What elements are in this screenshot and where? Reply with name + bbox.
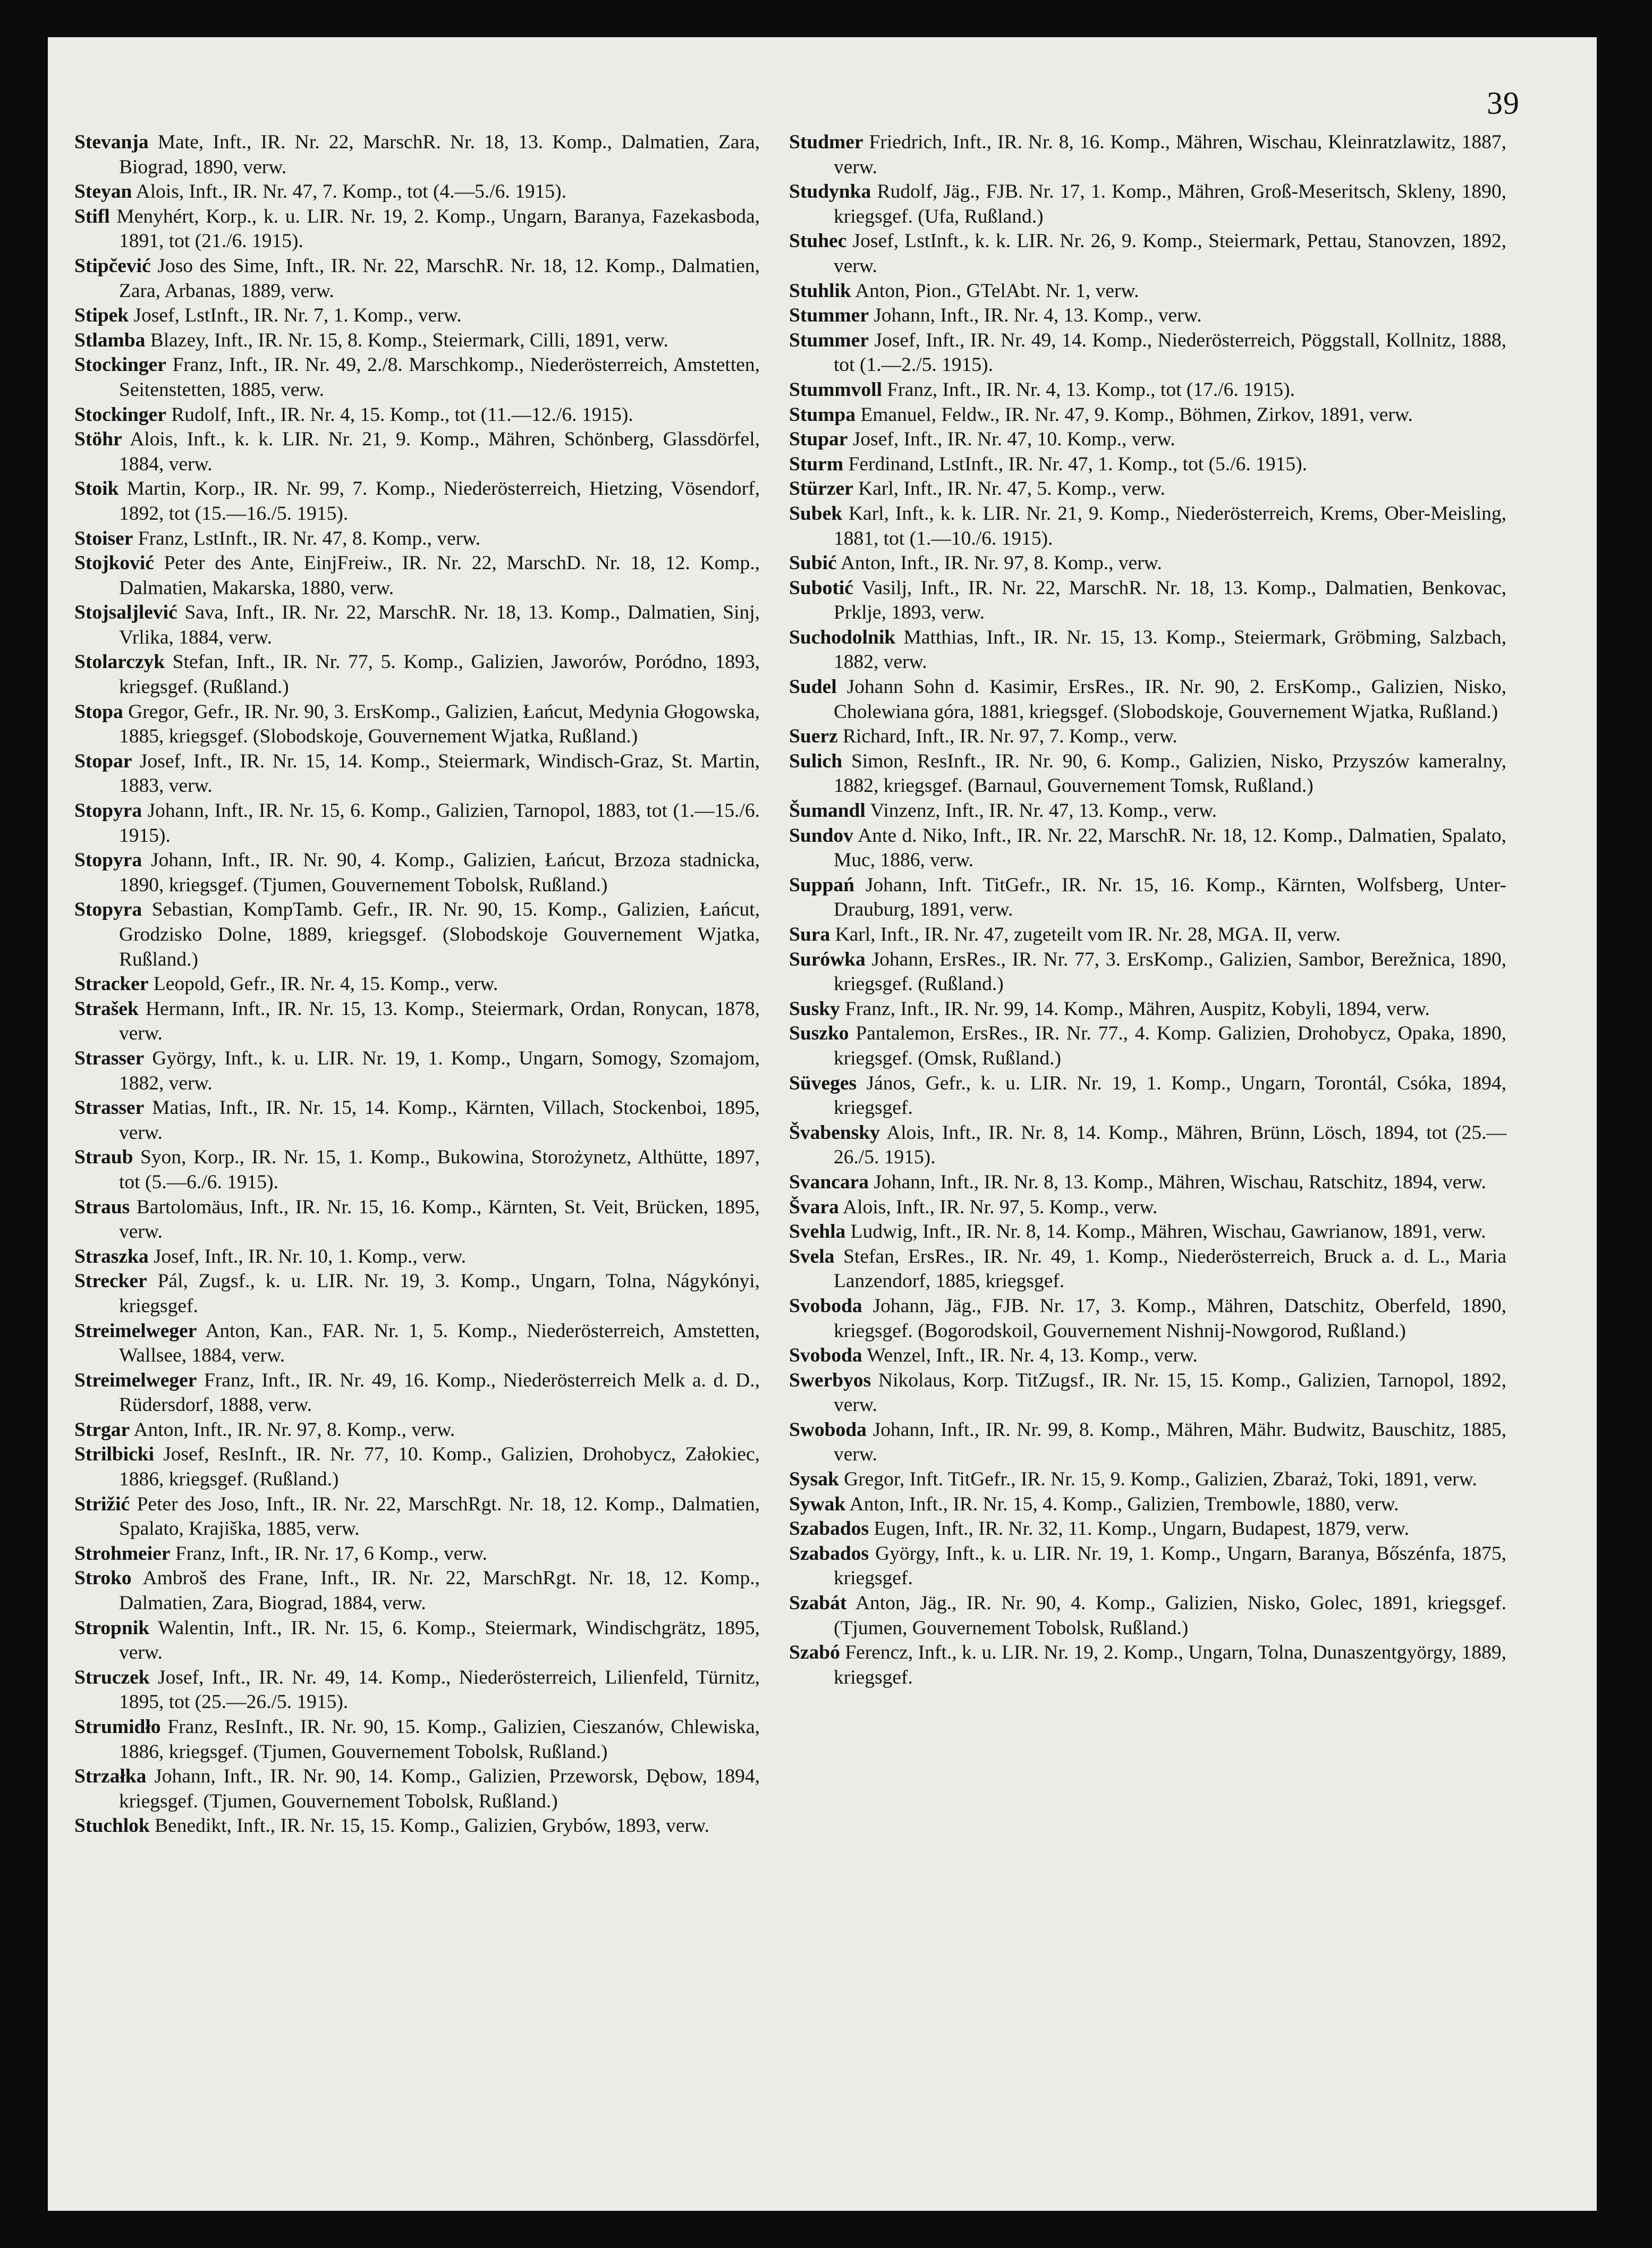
list-entry <box>789 576 1506 626</box>
entry-surname: Suszko <box>789 1022 849 1045</box>
list-entry <box>789 873 1506 923</box>
list-entry <box>74 303 760 328</box>
entry-details: Josef, Inft., IR. Nr. 49, 14. Komp., Niederösterreich, Pöggstall, Kollnitz, 1888, tot (1.—2./5. 1915). <box>834 329 1506 376</box>
entry-details: Franz, ResInft., IR. Nr. 90, 15. Komp., Galizien, Cieszanów, Chlewiska, 1886, kriegsgef. (Tjumen, Gouvernement Tobolsk, Rußland.) <box>119 1716 760 1763</box>
list-entry <box>789 279 1506 304</box>
entry-details: György, Inft., k. u. LIR. Nr. 19, 1. Komp., Ungarn, Somogy, Szomajom, 1882, verw. <box>119 1047 760 1094</box>
list-entry <box>789 626 1506 675</box>
list-entry <box>789 1591 1506 1641</box>
list-entry <box>789 403 1506 428</box>
list-entry <box>74 650 760 699</box>
entry-details: Franz, Inft., IR. Nr. 99, 14. Komp., Mähren, Auspitz, Kobyli, 1894, verw. <box>845 998 1430 1020</box>
entry-details: Johann, Jäg., FJB. Nr. 17, 3. Komp., Mähren, Datschitz, Oberfeld, 1890, kriegsgef. (Bogorodskoil, Gouvernement Nishnij-Nowgorod, Rußland.) <box>834 1295 1507 1342</box>
entry-details: Anton, Kan., FAR. Nr. 1, 5. Komp., Niederösterreich, Amstetten, Wallsee, 1884, verw. <box>119 1320 760 1367</box>
entry-details: Joso des Sime, Inft., IR. Nr. 22, MarschR. Nr. 18, 12. Komp., Dalmatien, Zara, Arbanas, 1889, verw. <box>119 255 760 302</box>
entry-details: Bartolomäus, Inft., IR. Nr. 15, 16. Komp., Kärnten, St. Veit, Brücken, 1895, verw. <box>119 1196 760 1243</box>
list-entry <box>789 1492 1506 1517</box>
list-entry <box>789 378 1506 403</box>
list-entry <box>789 303 1506 328</box>
entry-surname: Strecker <box>74 1270 147 1292</box>
entry-surname: Struczek <box>74 1666 150 1688</box>
right-column <box>789 130 1506 1690</box>
entry-surname: Sulich <box>789 750 843 772</box>
entry-details: Alois, Inft., IR. Nr. 8, 14. Komp., Mähren, Brünn, Lösch, 1894, tot (25.—26./5. 1915). <box>834 1121 1507 1169</box>
entry-details: Stefan, Inft., IR. Nr. 77, 5. Komp., Galizien, Jaworów, Poródno, 1893, kriegsgef. (Rußland.) <box>119 651 760 698</box>
list-entry <box>74 1666 760 1715</box>
entry-surname: Szabados <box>789 1542 869 1565</box>
list-entry <box>74 1616 760 1666</box>
list-entry <box>74 848 760 898</box>
entry-details: Eugen, Inft., IR. Nr. 32, 11. Komp., Ungarn, Budapest, 1879, verw. <box>874 1518 1409 1540</box>
entry-surname: Studmer <box>789 131 863 153</box>
list-entry <box>789 1294 1506 1343</box>
entry-surname: Sudel <box>789 676 837 698</box>
list-entry <box>789 1195 1506 1220</box>
entry-surname: Swoboda <box>789 1418 867 1441</box>
entry-details: Anton, Inft., IR. Nr. 97, 8. Komp., verw. <box>840 552 1162 574</box>
list-entry <box>789 1170 1506 1195</box>
entry-surname: Stummer <box>789 329 869 351</box>
entry-surname: Stummvoll <box>789 378 883 401</box>
entry-details: Sebastian, KompTamb. Gefr., IR. Nr. 90, 15. Komp., Galizien, Łańcut, Grodzisko Dolne, 1889, kriegsgef. (Slobodskoje Gouvernement Wjatka, Rußland.) <box>119 899 760 970</box>
entry-details: Johann, Inft., IR. Nr. 15, 6. Komp., Galizien, Tarnopol, 1883, tot (1.—15./6. 1915). <box>119 800 760 847</box>
list-entry <box>74 1715 760 1764</box>
entry-details: Franz, Inft., IR. Nr. 17, 6 Komp., verw. <box>175 1542 487 1565</box>
entry-surname: Stockinger <box>74 354 166 376</box>
entry-surname: Svehla <box>789 1221 846 1243</box>
entry-details: Karl, Inft., IR. Nr. 47, 5. Komp., verw. <box>858 478 1165 500</box>
entry-surname: Szabát <box>789 1592 847 1615</box>
entry-details: Josef, Inft., IR. Nr. 15, 14. Komp., Steiermark, Windisch-Graz, St. Martin, 1883, verw. <box>119 750 760 797</box>
list-entry <box>789 1542 1506 1591</box>
entry-details: Gregor, Inft. TitGefr., IR. Nr. 15, 9. Komp., Galizien, Zbaraż, Toki, 1891, verw. <box>844 1468 1477 1491</box>
page-number: 39 <box>1487 86 1520 121</box>
entry-surname: Strohmeier <box>74 1542 171 1565</box>
entry-surname: Subić <box>789 552 837 574</box>
entry-details: Peter des Ante, EinjFreiw., IR. Nr. 22, MarschD. Nr. 18, 12. Komp., Dalmatien, Makarska, 1880, verw. <box>119 552 760 599</box>
entry-details: Johann, Inft., IR. Nr. 99, 8. Komp., Mähren, Mähr. Budwitz, Bauschitz, 1885, verw. <box>834 1418 1506 1466</box>
entry-details: Franz, LstInft., IR. Nr. 47, 8. Komp., verw. <box>138 527 481 550</box>
entry-surname: Strumidło <box>74 1716 161 1738</box>
list-entry <box>74 799 760 848</box>
entry-details: Ferencz, Inft., k. u. LIR. Nr. 19, 2. Komp., Ungarn, Tolna, Dunaszentgyörgy, 1889, kriegsgef. <box>834 1642 1506 1688</box>
entry-details: Friedrich, Inft., IR. Nr. 8, 16. Komp., Mähren, Wischau, Kleinratzlawitz, 1887, verw. <box>834 131 1507 178</box>
list-entry <box>74 1566 760 1616</box>
entry-surname: Švara <box>789 1196 839 1218</box>
entry-details: Gregor, Gefr., IR. Nr. 90, 3. ErsKomp., Galizien, Łańcut, Medynia Głogowska, 1885, kriegsgef. (Slobodskoje, Gouvernement Wjatka, Rußland.) <box>119 700 760 748</box>
entry-surname: Stlamba <box>74 329 146 351</box>
list-entry <box>74 403 760 428</box>
entry-details: Josef, LstInft., k. k. LIR. Nr. 26, 9. Komp., Steiermark, Pettau, Stanovzen, 1892, verw. <box>834 230 1507 277</box>
entry-details: Pál, Zugsf., k. u. LIR. Nr. 19, 3. Komp., Ungarn, Tolna, Nágykónyi, kriegsgef. <box>119 1270 760 1317</box>
entry-details: Rudolf, Inft., IR. Nr. 4, 15. Komp., tot (11.—12./6. 1915). <box>171 403 633 426</box>
entry-surname: Stopyra <box>74 800 142 822</box>
list-entry <box>74 997 760 1046</box>
list-entry <box>74 205 760 254</box>
entry-details: Alois, Inft., IR. Nr. 47, 7. Komp., tot (4.—5./6. 1915). <box>135 181 567 203</box>
entry-details: Sava, Inft., IR. Nr. 22, MarschR. Nr. 18, 13. Komp., Dalmatien, Sinj, Vrlika, 1884, verw. <box>119 602 760 648</box>
list-entry <box>74 1096 760 1145</box>
entry-surname: Szabó <box>789 1642 840 1664</box>
entry-surname: Švabensky <box>789 1121 880 1144</box>
entry-surname: Steyan <box>74 181 132 203</box>
entry-surname: Stupar <box>789 428 848 451</box>
entry-details: Johann, ErsRes., IR. Nr. 77, 3. ErsKomp., Galizien, Sambor, Berežnica, 1890, kriegsgef. (Rußland.) <box>834 948 1507 995</box>
entry-surname: Stoiser <box>74 527 133 550</box>
list-entry <box>789 1467 1506 1492</box>
list-entry <box>789 799 1506 824</box>
entry-surname: Stojsaljlević <box>74 602 177 624</box>
entry-surname: Stuhec <box>789 230 847 252</box>
entry-details: Vinzenz, Inft., IR. Nr. 47, 13. Komp., verw. <box>870 800 1217 822</box>
list-entry <box>74 1764 760 1814</box>
entry-surname: Strilbicki <box>74 1443 155 1466</box>
entry-details: Anton, Inft., IR. Nr. 97, 8. Komp., verw. <box>133 1418 455 1441</box>
entry-surname: Stopar <box>74 750 132 772</box>
entry-surname: Stopa <box>74 700 123 723</box>
entry-details: Anton, Pion., GTelAbt. Nr. 1, verw. <box>855 280 1139 302</box>
entry-surname: Strasser <box>74 1097 145 1119</box>
list-entry <box>74 700 760 749</box>
entry-surname: Studynka <box>789 181 871 203</box>
entry-details: Nikolaus, Korp. TitZugsf., IR. Nr. 15, 15. Komp., Galizien, Tarnopol, 1892, verw. <box>834 1369 1506 1416</box>
list-entry <box>74 1368 760 1418</box>
entry-details: Karl, Inft., k. k. LIR. Nr. 21, 9. Komp., Niederösterreich, Krems, Ober-Meisling, 1881, tot (1.—10./6. 1915). <box>834 502 1507 550</box>
list-entry <box>789 824 1506 873</box>
entry-surname: Svancara <box>789 1171 869 1193</box>
entry-details: Johann, Inft., IR. Nr. 90, 4. Komp., Galizien, Łańcut, Brzoza stadnicka, 1890, kriegsgef. (Tjumen, Gouvernement Tobolsk, Rußland.) <box>119 849 760 896</box>
entry-surname: Suppań <box>789 874 855 896</box>
entry-details: Josef, ResInft., IR. Nr. 77, 10. Komp., Galizien, Drohobycz, Załokiec, 1886, kriegsgef. (Rußland.) <box>119 1443 760 1491</box>
list-entry <box>74 898 760 972</box>
entry-surname: Stolarczyk <box>74 651 165 673</box>
list-entry <box>789 997 1506 1022</box>
list-entry <box>789 1071 1506 1121</box>
entry-details: Ante d. Niko, Inft., IR. Nr. 22, MarschR. Nr. 18, 12. Komp., Dalmatien, Spalato, Muc, 1886, verw. <box>834 824 1506 872</box>
entry-details: Stefan, ErsRes., IR. Nr. 49, 1. Komp., Niederösterreich, Bruck a. d. L., Maria Lanzendorf, 1885, kriegsgef. <box>834 1245 1506 1292</box>
entry-surname: Suerz <box>789 725 838 748</box>
list-entry <box>789 1220 1506 1245</box>
list-entry <box>789 477 1506 502</box>
entry-surname: Swerbyos <box>789 1369 871 1391</box>
entry-surname: Stumpa <box>789 403 856 426</box>
entry-details: Josef, Inft., IR. Nr. 47, 10. Komp., verw. <box>852 428 1175 451</box>
entry-surname: Strižić <box>74 1493 130 1515</box>
entry-surname: Stoik <box>74 478 119 500</box>
entry-details: Ferdinand, LstInft., IR. Nr. 47, 1. Komp., tot (5./6. 1915). <box>848 453 1307 475</box>
entry-surname: Süveges <box>789 1072 857 1094</box>
entry-details: Richard, Inft., IR. Nr. 97, 7. Komp., verw. <box>843 725 1177 748</box>
list-entry <box>74 1245 760 1270</box>
entry-surname: Stuhlik <box>789 280 851 302</box>
list-entry <box>74 1814 760 1839</box>
list-entry <box>789 749 1506 799</box>
entry-details: Josef, Inft., IR. Nr. 49, 14. Komp., Niederösterreich, Lilienfeld, Türnitz, 1895, tot (25.—26./5. 1915). <box>119 1666 760 1713</box>
entry-details: Blazey, Inft., IR. Nr. 15, 8. Komp., Steiermark, Cilli, 1891, verw. <box>150 329 668 351</box>
entry-details: Simon, ResInft., IR. Nr. 90, 6. Komp., Galizien, Nisko, Przyszów kameralny, 1882, kriegsgef. (Barnaul, Gouvernement Tomsk, Rußland.) <box>834 750 1506 797</box>
list-entry <box>789 724 1506 749</box>
entry-surname: Sundov <box>789 824 853 847</box>
entry-details: Syon, Korp., IR. Nr. 15, 1. Komp., Bukowina, Storożynetz, Althütte, 1897, tot (5.—6./6. 1915). <box>119 1146 760 1193</box>
entry-details: Johann, Inft. TitGefr., IR. Nr. 15, 16. Komp., Kärnten, Wolfsberg, Unter-Drauburg, 1891, verw. <box>834 874 1506 921</box>
list-entry <box>789 1418 1506 1467</box>
list-entry <box>74 972 760 997</box>
entry-surname: Stipčević <box>74 255 151 277</box>
entry-surname: Stevanja <box>74 131 149 153</box>
entry-details: Karl, Inft., IR. Nr. 47, zugeteilt vom IR. Nr. 28, MGA. II, verw. <box>835 924 1341 945</box>
list-entry <box>789 551 1506 576</box>
entry-details: Franz, Inft., IR. Nr. 4, 13. Komp., tot (17./6. 1915). <box>887 378 1295 401</box>
entry-details: Rudolf, Jäg., FJB. Nr. 17, 1. Komp., Mähren, Groß-Meseritsch, Skleny, 1890, kriegsgef. (Ufa, Rußland.) <box>834 181 1506 227</box>
entry-details: Benedikt, Inft., IR. Nr. 15, 15. Komp., Galizien, Grybów, 1893, verw. <box>155 1815 710 1837</box>
entry-details: Josef, LstInft., IR. Nr. 7, 1. Komp., verw. <box>133 305 462 327</box>
entry-details: Vasilj, Inft., IR. Nr. 22, MarschR. Nr. 18, 13. Komp., Dalmatien, Benkovac, Prklje, 1893, verw. <box>834 577 1506 624</box>
entry-surname: Sywak <box>789 1493 846 1515</box>
entry-surname: Strasser <box>74 1047 145 1069</box>
list-entry <box>74 1442 760 1492</box>
list-entry <box>74 427 760 477</box>
list-entry <box>74 180 760 205</box>
entry-surname: Streimelweger <box>74 1320 197 1342</box>
list-entry <box>789 452 1506 477</box>
list-entry <box>74 601 760 650</box>
list-entry <box>74 477 760 526</box>
list-entry <box>789 427 1506 452</box>
entry-details: Hermann, Inft., IR. Nr. 15, 13. Komp., Steiermark, Ordan, Ronycan, 1878, verw. <box>119 998 760 1045</box>
entry-surname: Susky <box>789 998 840 1020</box>
entry-surname: Stuchlok <box>74 1815 150 1837</box>
entry-surname: Straszka <box>74 1245 149 1267</box>
list-entry <box>74 1319 760 1368</box>
list-entry <box>789 502 1506 551</box>
entry-details: Josef, Inft., IR. Nr. 10, 1. Komp., verw. <box>153 1245 467 1267</box>
entry-surname: Stopyra <box>74 849 142 872</box>
entry-details: Anton, Inft., IR. Nr. 15, 4. Komp., Galizien, Trembowle, 1880, verw. <box>849 1493 1399 1515</box>
entry-surname: Sturm <box>789 453 844 475</box>
entry-details: Peter des Joso, Inft., IR. Nr. 22, MarschRgt. Nr. 18, 12. Komp., Dalmatien, Spalato, Krajiška, 1885, verw. <box>119 1493 760 1540</box>
entry-surname: Stracker <box>74 973 149 995</box>
entry-details: Wenzel, Inft., IR. Nr. 4, 13. Komp., verw. <box>867 1345 1198 1367</box>
list-entry <box>789 180 1506 229</box>
list-entry <box>789 130 1506 180</box>
entry-details: Franz, Inft., IR. Nr. 49, 16. Komp., Niederösterreich Melk a. d. D., Rüdersdorf, 1888, verw. <box>119 1369 760 1416</box>
entry-details: Anton, Jäg., IR. Nr. 90, 4. Komp., Galizien, Nisko, Golec, 1891, kriegsgef. (Tjumen, Gouvernement Tobolsk, Rußland.) <box>834 1592 1507 1639</box>
entry-surname: Strzałka <box>74 1765 147 1788</box>
entry-details: Leopold, Gefr., IR. Nr. 4, 15. Komp., verw. <box>153 973 498 995</box>
list-entry <box>74 130 760 180</box>
entry-details: Johann, Inft., IR. Nr. 4, 13. Komp., verw. <box>874 305 1202 327</box>
document-page <box>48 37 1597 2211</box>
entry-details: Mate, Inft., IR. Nr. 22, MarschR. Nr. 18, 13. Komp., Dalmatien, Zara, Biograd, 1890, verw. <box>119 131 760 178</box>
list-entry <box>74 353 760 402</box>
entry-surname: Stifl <box>74 205 110 227</box>
list-entry <box>74 1195 760 1245</box>
entry-surname: Stopyra <box>74 899 142 921</box>
list-entry <box>789 328 1506 378</box>
entry-surname: Svela <box>789 1245 835 1267</box>
list-entry <box>74 749 760 799</box>
entry-details: Alois, Inft., IR. Nr. 97, 5. Komp., verw. <box>843 1196 1158 1218</box>
entry-details: György, Inft., k. u. LIR. Nr. 19, 1. Komp., Ungarn, Baranya, Bőszénfa, 1875, kriegsgef. <box>834 1542 1506 1590</box>
entry-surname: Subek <box>789 502 843 525</box>
entry-surname: Straus <box>74 1196 130 1218</box>
entry-surname: Stürzer <box>789 478 853 500</box>
list-entry <box>74 1269 760 1319</box>
list-entry <box>74 1145 760 1195</box>
list-entry <box>789 1343 1506 1368</box>
list-entry <box>789 1121 1506 1170</box>
list-entry <box>789 675 1506 724</box>
entry-surname: Svoboda <box>789 1345 862 1367</box>
entry-surname: Stroko <box>74 1567 132 1590</box>
entry-details: Johann, Inft., IR. Nr. 8, 13. Komp., Mähren, Wischau, Ratschitz, 1894, verw. <box>874 1171 1486 1193</box>
list-entry <box>74 1542 760 1567</box>
entry-details: Matias, Inft., IR. Nr. 15, 14. Komp., Kärnten, Villach, Stockenboi, 1895, verw. <box>119 1097 760 1144</box>
left-column <box>74 130 760 1839</box>
entry-surname: Stropnik <box>74 1617 150 1639</box>
entry-surname: Szabados <box>789 1518 869 1540</box>
list-entry <box>789 1641 1506 1690</box>
entry-surname: Strgar <box>74 1418 130 1441</box>
list-entry <box>74 551 760 601</box>
entry-surname: Stöhr <box>74 428 122 451</box>
entry-surname: Stojković <box>74 552 154 574</box>
list-entry <box>789 923 1506 948</box>
entry-details: Ludwig, Inft., IR. Nr. 8, 14. Komp., Mähren, Wischau, Gawrianow, 1891, verw. <box>850 1221 1486 1243</box>
entry-details: Emanuel, Feldw., IR. Nr. 47, 9. Komp., Böhmen, Zirkov, 1891, verw. <box>860 403 1413 426</box>
list-entry <box>789 1021 1506 1071</box>
list-entry <box>789 1245 1506 1294</box>
entry-details: Ambroš des Frane, Inft., IR. Nr. 22, MarschRgt. Nr. 18, 12. Komp., Dalmatien, Zara, Biograd, 1884, verw. <box>119 1567 760 1615</box>
entry-details: Johann, Inft., IR. Nr. 90, 14. Komp., Galizien, Przeworsk, Dębow, 1894, kriegsgef. (Tjumen, Gouvernement Tobolsk, Rußland.) <box>119 1765 760 1812</box>
entry-details: Johann Sohn d. Kasimir, ErsRes., IR. Nr. 90, 2. ErsKomp., Galizien, Nisko, Cholewiana góra, 1881, kriegsgef. (Slobodskoje, Gouvernement Wjatka, Rußland.) <box>834 676 1507 723</box>
entry-surname: Sura <box>789 924 831 945</box>
entry-surname: Sysak <box>789 1468 839 1491</box>
list-entry <box>74 328 760 353</box>
entry-surname: Svoboda <box>789 1295 862 1317</box>
list-entry <box>74 1046 760 1096</box>
entry-surname: Stummer <box>789 305 869 327</box>
entry-surname: Subotić <box>789 577 853 599</box>
entry-surname: Šumandl <box>789 800 866 822</box>
entry-surname: Stockinger <box>74 403 166 426</box>
entry-details: Walentin, Inft., IR. Nr. 15, 6. Komp., Steiermark, Windischgrätz, 1895, verw. <box>119 1617 760 1664</box>
entry-surname: Strašek <box>74 998 139 1020</box>
list-entry <box>789 1517 1506 1542</box>
entry-details: János, Gefr., k. u. LIR. Nr. 19, 1. Komp., Ungarn, Torontál, Csóka, 1894, kriegsgef. <box>834 1072 1506 1119</box>
list-entry <box>789 1368 1506 1418</box>
entry-surname: Surówka <box>789 948 866 970</box>
list-entry <box>74 1492 760 1542</box>
entry-details: Martin, Korp., IR. Nr. 99, 7. Komp., Niederösterreich, Hietzing, Vösendorf, 1892, tot (15.—16./5. 1915). <box>119 478 760 525</box>
entry-surname: Streimelweger <box>74 1369 197 1391</box>
entry-surname: Stipek <box>74 305 129 327</box>
list-entry <box>74 254 760 303</box>
entry-details: Matthias, Inft., IR. Nr. 15, 13. Komp., Steiermark, Gröbming, Salzbach, 1882, verw. <box>834 626 1506 673</box>
list-entry <box>789 229 1506 278</box>
entry-details: Pantalemon, ErsRes., IR. Nr. 77., 4. Komp. Galizien, Drohobycz, Opaka, 1890, kriegsgef. (Omsk, Rußland.) <box>834 1022 1507 1069</box>
entry-details: Franz, Inft., IR. Nr. 49, 2./8. Marschkomp., Niederösterreich, Amstetten, Seitenstetten, 1885, verw. <box>119 354 760 401</box>
entry-details: Alois, Inft., k. k. LIR. Nr. 21, 9. Komp., Mähren, Schönberg, Glassdörfel, 1884, verw. <box>119 428 760 475</box>
entry-details: Menyhért, Korp., k. u. LIR. Nr. 19, 2. Komp., Ungarn, Baranya, Fazekasboda, 1891, tot (21./6. 1915). <box>116 205 760 252</box>
entry-surname: Suchodolnik <box>789 626 896 648</box>
list-entry <box>74 1418 760 1443</box>
entry-surname: Straub <box>74 1146 133 1169</box>
list-entry <box>74 527 760 552</box>
list-entry <box>789 948 1506 997</box>
